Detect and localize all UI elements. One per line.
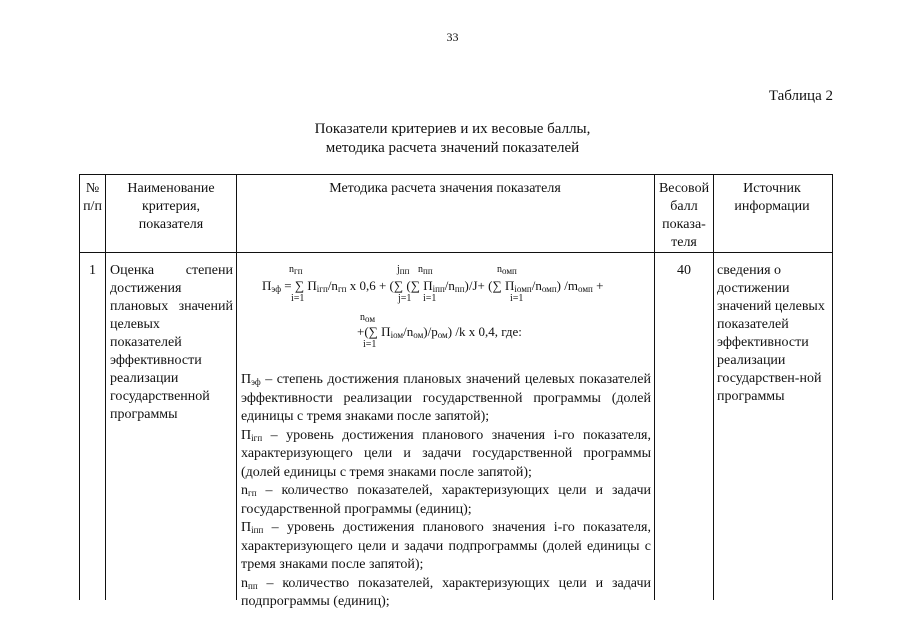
sum-limit-n-pp: $n_{пп}$ — [418, 264, 433, 276]
table-top-border — [79, 174, 833, 175]
variable-descriptions — [241, 371, 651, 612]
row-source: сведения о достижении значений целевых показателей эффективности реализации государствен-ной программы — [717, 263, 825, 404]
header-num: № п/п — [83, 181, 102, 214]
row-num: 1 — [89, 263, 96, 278]
formula-line-2: +(∑ $П_{iом}/n_{ом})/p_{ом}$) /k x 0,4, где: — [357, 324, 522, 340]
row-criterion-name: Оценка степени достижения плановых значений целевых показателей эффективности реализации государственной программы — [110, 263, 233, 422]
header-weight: Весовой балл показа-теля — [658, 181, 710, 250]
sum-limit-n-gp: $n_{гп}$ — [289, 264, 303, 276]
table-right-border — [832, 174, 833, 600]
description-n-pp: $n_{пп}$ – количество показателей, характеризующих цели и задачи подпрограммы (единиц); — [241, 575, 651, 609]
col-divider-2 — [236, 174, 237, 600]
sum-start-j1: j=1 — [398, 293, 412, 304]
sum-start-i4: i=1 — [363, 339, 377, 350]
header-method: Методика расчета значения показателя — [329, 181, 561, 196]
header-name: Наименование критерия, показателя — [127, 181, 215, 232]
sum-start-i1: i=1 — [291, 293, 305, 304]
sum-limit-n-omp: $n_{омп}$ — [497, 264, 517, 276]
col-divider-4 — [713, 174, 714, 600]
table-left-border — [79, 174, 80, 600]
description-p-ef: $П_{эф}$ – степень достижения плановых значений целевых показателей эффективности реализации государственной программы (долей единицы с тремя знаками после запятой); — [241, 372, 651, 424]
sum-start-i3: i=1 — [510, 293, 524, 304]
table-title — [0, 120, 905, 158]
page-number: 33 — [446, 30, 459, 44]
description-p-ipp: $П_{iпп}$ – уровень достижения планового значения i-го показателя, характеризующего цели и задачи подпрограммы (долей единицы с тремя знаками после запятой); — [241, 520, 651, 572]
table-label: Таблица 2 — [768, 88, 833, 104]
title-line-2: методика расчета значений показателей — [325, 140, 580, 156]
title-line-1: Показатели критериев и их весовые баллы, — [314, 121, 591, 137]
description-n-gp: $n_{гп}$ – количество показателей, характеризующих цели и задачи государственной программы (единиц); — [241, 483, 651, 517]
formula-line-1: $П_{эф}$ = ∑ $П_{iгп}/n_{гп}$ x 0,6 + (∑ (∑ $П_{iпп}/n_{пп})/J+$ (∑ $П_{iомп}/n_{омп}$) $/m_{омп}$ + — [262, 278, 604, 294]
sum-limit-n-om: $n_{ом}$ — [360, 312, 376, 324]
col-divider-1 — [105, 174, 106, 600]
sum-limit-j-pp: $j_{пп}$ — [397, 264, 410, 276]
sum-start-i2: i=1 — [423, 293, 437, 304]
header-bottom-border — [79, 252, 833, 253]
header-source: Источник информации — [734, 181, 810, 214]
description-p-igp: $П_{iгп}$ – уровень достижения планового значения i-го показателя, характеризующего цели и задачи государственной программы (долей единицы с тремя знаками после запятой); — [241, 427, 651, 480]
row-weight: 40 — [677, 263, 691, 278]
